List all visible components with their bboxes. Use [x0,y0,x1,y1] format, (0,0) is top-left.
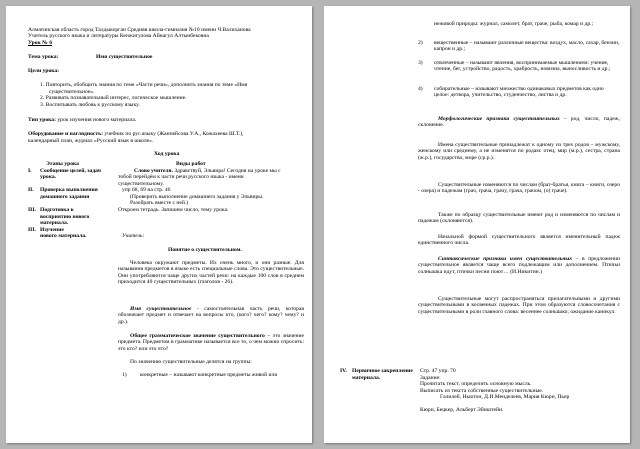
goal-item: 3. Воспитывать любовь к русскому языку. [40,101,140,108]
document-page-2 [324,6,630,443]
stage-number: III. [28,226,36,233]
work-text: (Проверить выполнение домашнего задания у Эльвиры. [130,193,264,200]
stage-number: I. [28,167,32,174]
list-number: 4) [418,86,423,92]
section-heading: Понятие о существительном. [168,247,242,253]
paragraph: Общее грамматическое значение существительного – это значение предмета. Предметом в грамматике называется все то, о чем можно спросить: это кто? или это что? [118,333,304,352]
teacher-header: Учитель русского языка и литературы Кенжигулова Айнагул Алтынбековна [28,33,209,39]
stage-number: IV. [340,368,347,374]
list-item: вещественные – называют различные вещества: воздух, масло, сахар, бензин, капрон и др.; [434,40,620,53]
paragraph: Также по образцу существительные имеют род и изменяются по числам и падежам (склоняются). [418,212,620,225]
paragraph: Существительные могут распространяться прилагательными и другими существительными в косвенных падежах. При этом образуются словосочетания с существительными в роли главного слова: весеннее солнышко; ожидание каникул. [418,296,620,315]
goal-item: 1. Повторить, обобщить знания по теме «Части речи», дополнить знания по теме «Имя [40,82,248,88]
list-item: конкретные – называют конкретные предметы живой или [140,372,278,378]
list-item: собирательные – называют множество одинаковых предметов как одно целое: детвора, учительство, студенчество, листва и др. [434,86,604,99]
paragraph: По значению существительные делятся на группы: [130,359,252,365]
work-text: Разобрать вместе с ней.) [130,200,189,206]
paragraph: Существительные изменяются по числам (брат-братья, книга – книги, озеро - озера) и падежам (грач, грача, грачу, грача, грачом, (о) граче). [418,182,620,195]
stage-title: Сообщение целей, задач [40,167,101,174]
stage-title: Проверка выполнения [40,187,98,193]
goal-item: 2. Развивать познавательный интерес, логическое мышление. [40,95,187,101]
paragraph: Имя существительное - самостоятельная часть речи, которая обозначает предмет и отвечает на вопросы кто, (кого? чего? кому? чему? и др.). [118,306,304,325]
list-number: 3) [418,60,423,66]
stage-title: урока. [40,174,57,180]
course-title: Ход урока [154,151,180,157]
stage-title: домашнего задания [40,193,90,200]
exercise-line: Стр. 47 упр. 70 [420,368,456,374]
paragraph: Синтаксические признаки имен существительных – в предложении существительное является чаще всего подлежащим или дополнением. Птичьи солнышка идут, птички песни поют… (И.Никитин.) [418,256,620,275]
paragraph: Морфологические признаки существительных – род, число, падеж, склонение. [418,116,620,129]
column-work: Виды работ [176,161,206,167]
exercise-line: Галилей, Ньютон, Д.И.Менделеев, Мария Кюри, Пьер [440,394,570,400]
lesson-type: Тип урока: урок изучения нового материала. [28,117,137,123]
stage-title: Первичное закрепление [352,368,413,374]
stage-title: Изучение [40,226,64,233]
list-item-cont: неживой природы: журнал, самолет, брат, граче, рыба, комар и др.; [434,21,594,27]
stage-title: Подготовка к [40,207,74,213]
list-item: отвлеченные – называют явления, воспринимаемые мышлением: учение, чтение, бег, устройство, радость, храбрость, новизна, выносливость и др.; [434,60,611,73]
work-text: тобой перейдём к части речи русского языка - имени [118,174,244,180]
stage-title: нового материала. [40,233,87,239]
exercise-line: Задание: [420,374,441,381]
topic-value: Имя существительное [96,54,153,60]
stage-title: восприятию нового [40,213,90,220]
document-page-1 [6,6,312,443]
work-text: Слово учителя. Здравствуй, Эльвира! Сегодня на уроке мы с [134,167,281,174]
paragraph: Начальной формой существительного является именительный падеж единственного числа. [418,234,620,247]
exercise-line: Прочитать текст, определить основную мысль. [420,381,532,387]
equipment-cont: календарный план, журнал «Русский язык в школе». [28,137,154,144]
lesson-number: Урок № 6 [28,40,52,46]
stage-title: материала. [40,220,69,226]
goals-label: Цели урока: [28,68,60,74]
stage-title: материала. [352,374,381,381]
paragraph: Имена существительные принадлежат к одному из трех родов – мужскому, женскому или среднему, а не изменятся по родам: отец, мир (м.р.), сестра, страна (ж.р.), государство, море (ср.р.). [418,142,620,161]
paragraph: Человека окружают предметы. Их очень много, и они разные. Для называния предметов в языке есть специальные слова. Это существительные. Они употребляются чаще других частей речи: на каждые 100 слов в среднем приходится 40 существительных (глаголов - 26). [118,260,304,286]
column-stages: Этапы урока [46,161,79,167]
stage-number: III. [28,207,36,213]
goal-item: существительное». [49,88,95,95]
work-text: существительному. [118,180,164,187]
work-text: упр 68, 69 на стр. 46 [122,187,171,193]
work-text: Откроем тетрадь. Запишем число, тему урока. [118,207,229,213]
exercise-line: Выписать из текста собственные существительные. [420,387,544,394]
list-number: 2) [418,40,423,46]
topic-label: Тема урока: [28,54,59,60]
equipment: Оборудование и наглядность: учебник по рус.языку (Жанпейсова У.А., Кожахеева Ш.Т.), [28,131,244,137]
teacher-label: Учитель: [122,233,145,239]
list-number: 1) [122,372,127,378]
exercise-line: Кюри, Бецкер, Альберт Эйнштейн. [420,407,504,413]
stage-number: II. [28,187,34,193]
school-header: Алматинская область город Талдыкорган Средняя школа-гимназия №10 имени Ч.Валиханова [28,27,251,33]
